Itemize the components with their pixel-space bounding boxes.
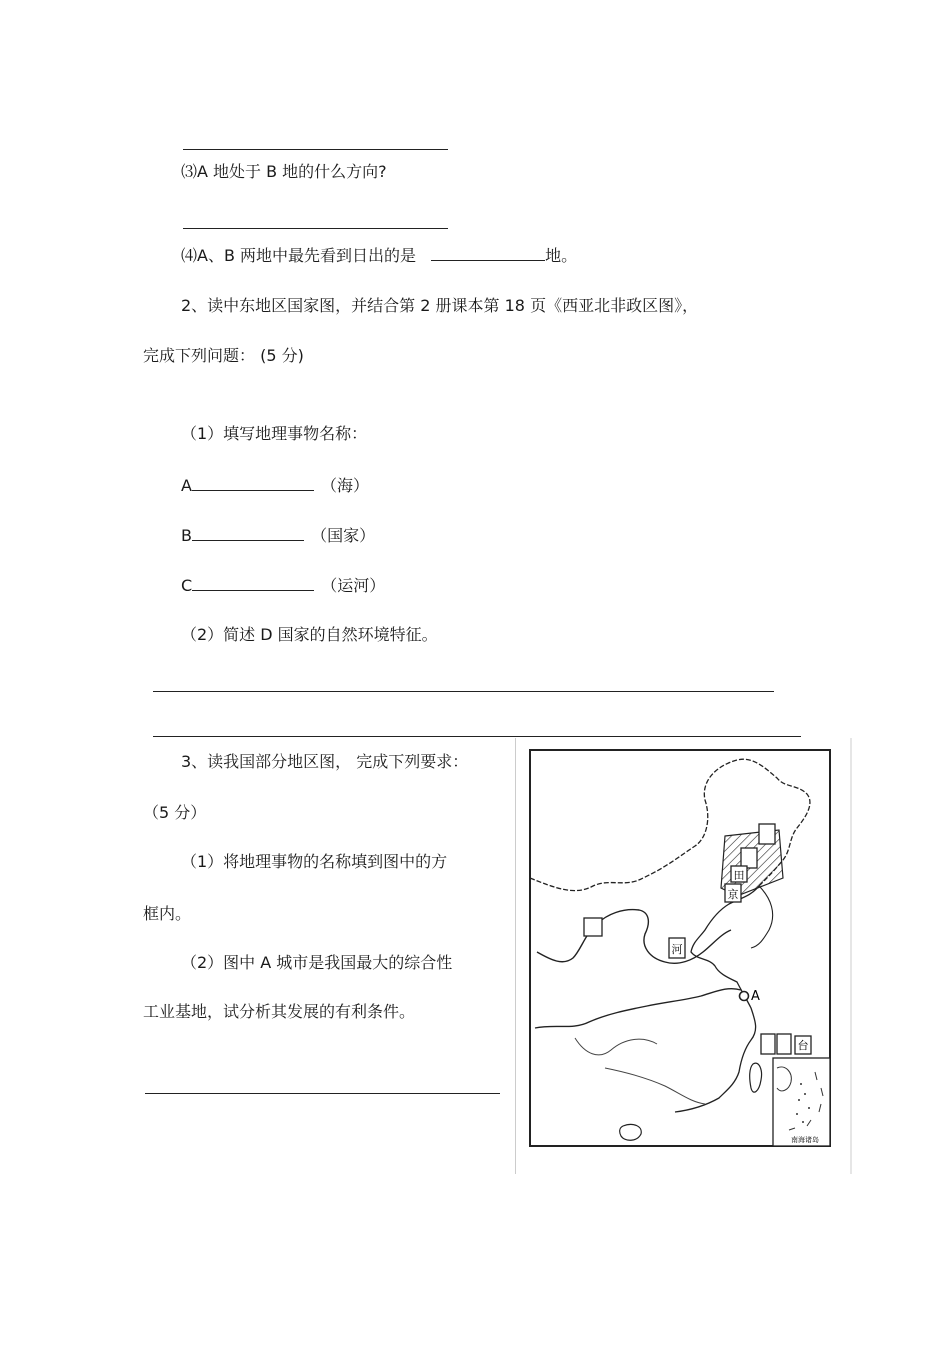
fill-blank-b[interactable] bbox=[192, 524, 304, 541]
q2-title-line2: 完成下列问题： (5 分) bbox=[143, 346, 304, 365]
q3-part1-line1: （1）将地理事物的名称填到图中的方 bbox=[181, 852, 448, 871]
q1-sub4-blank[interactable] bbox=[431, 244, 545, 261]
label-box-blank-5 bbox=[777, 1034, 791, 1054]
q1-sub4-text: ⑷A、B 两地中最先看到日出的是 bbox=[181, 246, 417, 265]
q1-sub4 bbox=[181, 244, 577, 266]
item-letter: B bbox=[181, 526, 192, 545]
answer-line-q2-1[interactable] bbox=[153, 691, 774, 692]
inset-caption: 南海诸岛 bbox=[791, 1136, 819, 1144]
fill-blank-a[interactable] bbox=[192, 474, 314, 491]
city-a-marker bbox=[740, 992, 749, 1001]
hainan-island bbox=[620, 1124, 642, 1140]
answer-line-q1-3[interactable] bbox=[183, 228, 448, 229]
fill-blank-c[interactable] bbox=[192, 574, 314, 591]
q2-item-b bbox=[181, 524, 375, 546]
label-box-blank-4 bbox=[761, 1034, 775, 1054]
label-box-blank-3 bbox=[584, 918, 602, 936]
q3-part2-line2: 工业基地，试分析其发展的有利条件。 bbox=[143, 1002, 416, 1021]
q2-title-line1: 2、读中东地区国家图，并结合第 2 册课本第 18 页《西亚北非政区图》， bbox=[181, 296, 699, 315]
answer-line-q1-2[interactable] bbox=[183, 149, 448, 150]
answer-line-q2-2[interactable] bbox=[153, 736, 801, 737]
label-box-blank-1 bbox=[759, 824, 775, 844]
q2-part1: （1）填写地理事物名称： bbox=[181, 424, 368, 443]
item-letter: C bbox=[181, 576, 193, 595]
label-box-blank-2 bbox=[741, 848, 757, 868]
q2-item-c bbox=[181, 574, 385, 596]
china-region-map bbox=[515, 738, 852, 1174]
q1-sub4-suffix: 地。 bbox=[545, 246, 578, 265]
q3-title-line1: 3、读我国部分地区图， 完成下列要求： bbox=[181, 752, 469, 771]
item-hint: （海） bbox=[321, 476, 370, 495]
box-char-jing: 京 bbox=[727, 888, 739, 901]
q3-title-line2: （5 分） bbox=[143, 803, 207, 822]
q1-sub3: ⑶A 地处于 B 地的什么方向? bbox=[181, 162, 387, 181]
q3-part2-line1: （2）图中 A 城市是我国最大的综合性 bbox=[181, 953, 453, 972]
box-char-he: 河 bbox=[671, 943, 683, 956]
q2-part2: （2）简述 D 国家的自然环境特征。 bbox=[181, 625, 438, 644]
south-china-sea-inset bbox=[773, 1058, 830, 1146]
item-letter: A bbox=[181, 476, 192, 495]
box-char-tian: 田 bbox=[733, 869, 745, 882]
q3-part1-line2: 框内。 bbox=[143, 904, 192, 923]
answer-line-q3[interactable] bbox=[145, 1093, 500, 1094]
item-hint: （运河） bbox=[321, 576, 386, 595]
item-hint: （国家） bbox=[311, 526, 376, 545]
box-char-tai: 台 bbox=[797, 1039, 809, 1052]
q2-item-a bbox=[181, 474, 369, 496]
city-a-label: A bbox=[751, 989, 760, 1004]
